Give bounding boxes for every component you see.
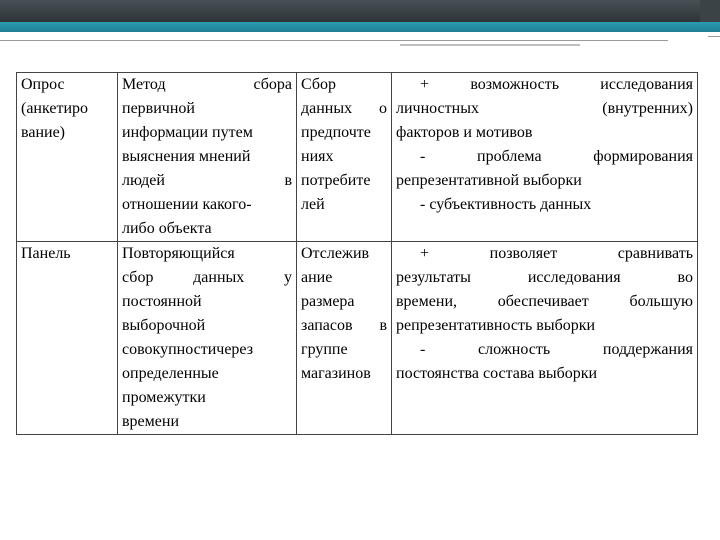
cell-text: + позволяет сравнивать	[420, 245, 693, 262]
cell-text: (анкетиро	[21, 100, 89, 117]
cell-text: предпочте	[301, 124, 371, 141]
cell-text: выборочной	[122, 317, 206, 334]
accent-bar	[0, 22, 720, 32]
cell-text: либо объекта	[122, 220, 212, 237]
table-row	[17, 242, 698, 435]
cell-text: постоянной	[122, 293, 202, 310]
cell-text: Сбор	[301, 76, 337, 93]
pros-cons-cell	[392, 73, 698, 242]
cell-text: - проблема формирования	[420, 148, 693, 165]
pros-cons-cell	[392, 242, 698, 435]
cell-text: людей в	[122, 172, 292, 189]
cell-text: времени, обеспечивает большую	[396, 293, 693, 310]
cell-text: выяснения мнений	[122, 148, 251, 165]
method-description-cell	[118, 73, 297, 242]
methods-table	[16, 72, 698, 435]
cell-text: - субъективность данных	[420, 196, 592, 213]
cell-text: + возможность исследования	[420, 76, 693, 93]
cell-text: репрезентативность выборки	[396, 317, 596, 334]
cell-text: запасов в	[301, 317, 387, 334]
cell-text: отношении какого-	[122, 196, 252, 213]
method-name-cell	[17, 73, 118, 242]
cell-text: промежутки	[122, 389, 206, 406]
header-bar-dark	[0, 0, 700, 22]
divider-line-short	[400, 44, 580, 46]
cell-text: Повторяющийся	[122, 245, 235, 262]
divider-line	[0, 40, 668, 41]
cell-text: потребите	[301, 172, 371, 189]
table-row	[17, 73, 698, 242]
cell-text: сбор данных у	[122, 269, 292, 286]
cell-text: ниях	[301, 148, 334, 165]
cell-text: размера	[301, 293, 355, 310]
cell-text: группе	[301, 341, 348, 358]
cell-text: Метод сбора	[122, 76, 292, 93]
cell-text: определенные	[122, 365, 219, 382]
cell-text: репрезентативной выборки	[396, 172, 582, 189]
method-name-cell	[17, 242, 118, 435]
cell-text: информации путем	[122, 124, 253, 141]
cell-text: магазинов	[301, 365, 371, 382]
methods-table-wrap	[16, 72, 698, 435]
cell-text: вание)	[21, 124, 65, 141]
corner-line	[708, 36, 720, 45]
cell-text: Отслежив	[301, 245, 370, 262]
cell-text: Опрос	[21, 76, 65, 93]
cell-text: Панель	[21, 245, 71, 262]
cell-text: совокупностичерез	[122, 341, 254, 358]
cell-text: первичной	[122, 100, 195, 117]
cell-text: времени	[122, 413, 180, 430]
cell-text: данных о	[301, 100, 387, 117]
cell-text: факторов и мотивов	[396, 124, 533, 141]
cell-text: результаты исследования во	[396, 269, 693, 286]
method-description-cell	[118, 242, 297, 435]
cell-text: постоянства состава выборки	[396, 365, 598, 382]
cell-text: ание	[301, 269, 333, 286]
cell-text: личностных (внутренних)	[396, 100, 693, 117]
example-cell	[297, 73, 392, 242]
cell-text: лей	[301, 196, 325, 213]
example-cell	[297, 242, 392, 435]
cell-text: - сложность поддержания	[420, 341, 693, 358]
